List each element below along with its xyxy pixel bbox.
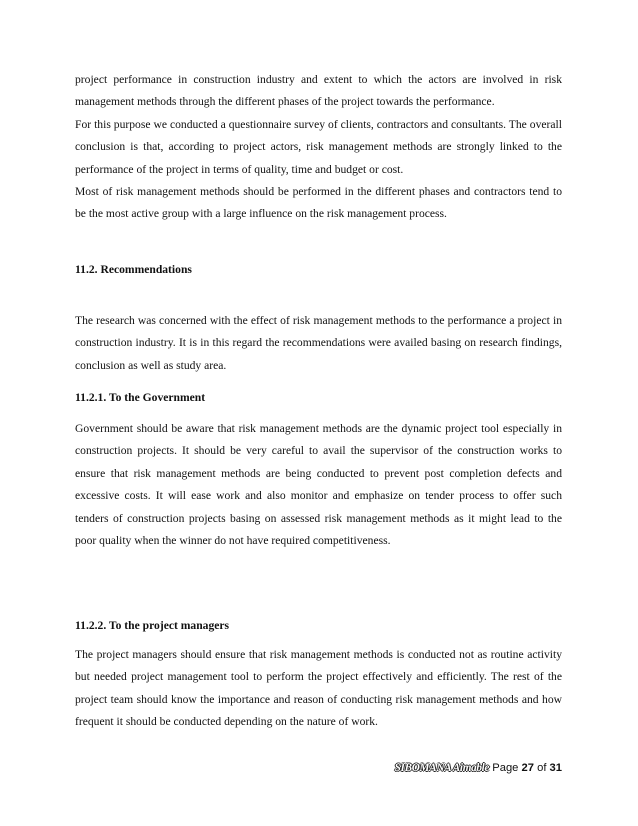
heading-to-government: 11.2.1. To the Government [75,391,206,404]
paragraph-risk-phases: Most of risk management methods should be performed in the different phases and contractors tend to be the most active group with a large influence on the risk management process. [75,185,562,221]
paragraph-project-managers-recommendation: The project managers should ensure that risk management methods is conducted not as routine activity but needed project management tool to perform the project effectively and efficiently. The rest of the project team should know the importance and reason of conducting risk management methods and how frequent it should be conducted depending on the nature of work. [75,648,562,729]
heading-to-project-managers: 11.2.2. To the project managers [75,619,230,632]
page-footer [395,762,562,774]
footer-page-label: Page [492,762,519,774]
heading-recommendations: 11.2. Recommendations [75,263,192,276]
footer-page-of: of [537,762,547,774]
paragraph-research-scope: The research was concerned with the effect of risk management methods to the performance a project in construction industry. It is in this regard the recommendations were availed basing on research findings, conclusion as well as study area. [75,314,562,372]
footer-page-total: 31 [549,762,562,774]
paragraph-government-recommendation: Government should be aware that risk management methods are the dynamic project tool especially in construction projects. It should be very careful to avail the supervisor of the construction works to ensure that risk management methods are being conducted to prevent post completion defects and excessive costs. It will ease work and also monitor and emphasize on tender process to offer such tenders of construction projects basing on assessed risk management methods as it might lead to the poor quality when the winner do not have required competitiveness. [75,422,562,548]
paragraph-survey-conclusion: For this purpose we conducted a questionnaire survey of clients, contractors and consultants. The overall conclusion is that, according to project actors, risk management methods are strongly linked to the performance of the project in terms of quality, time and budget or cost. [75,118,562,176]
footer-author: SIBOMANA Aimable [394,762,490,774]
paragraph-performance-intro: project performance in construction industry and extent to which the actors are involved in risk management methods through the different phases of the project towards the performance. [75,73,562,109]
footer-page-current: 27 [521,762,534,774]
